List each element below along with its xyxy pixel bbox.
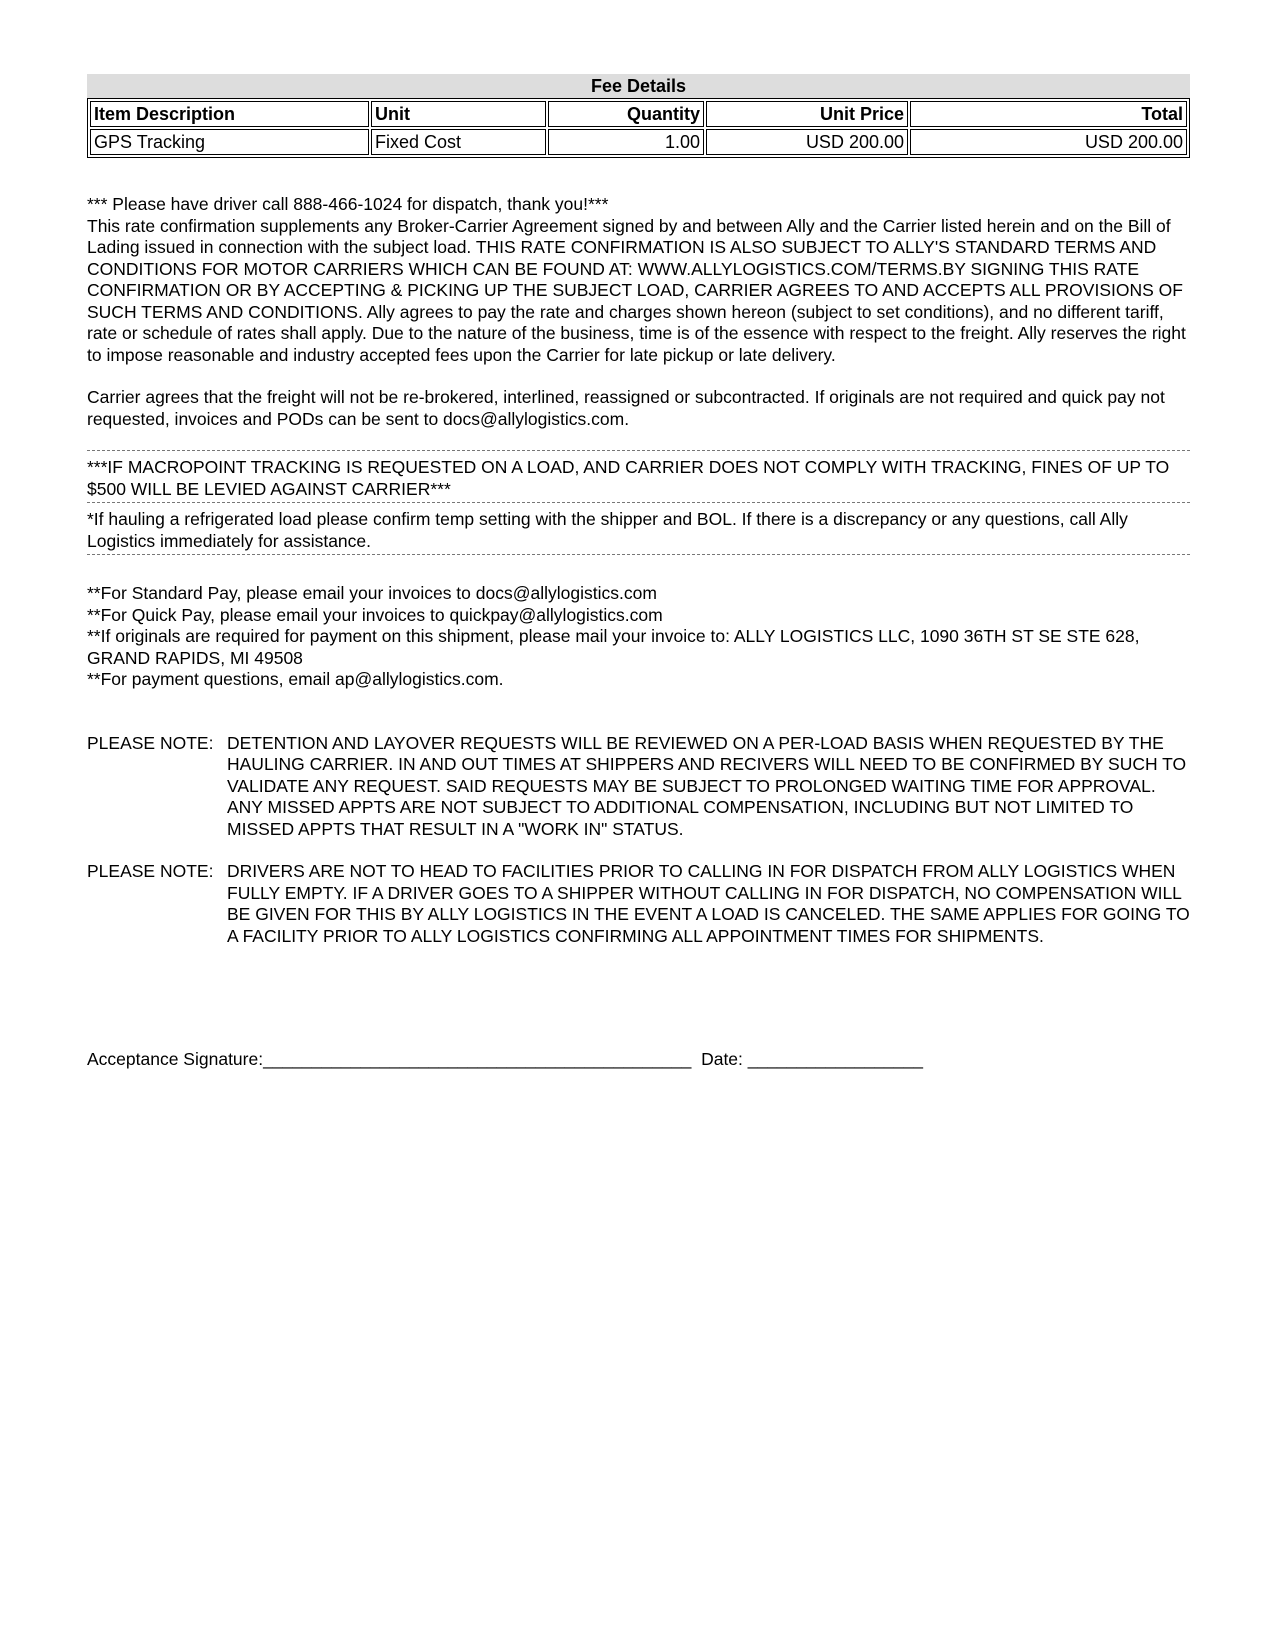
header-total: Total xyxy=(910,101,1187,127)
carrier-paragraph: Carrier agrees that the freight will not be re-brokered, interlined, reassigned or subcontracted. If originals are not required and quick pay not requested, invoices and PODs can be sent to docs@allylogistics.com. xyxy=(87,387,1165,429)
fee-details-title: Fee Details xyxy=(87,74,1190,98)
note-label: PLEASE NOTE: xyxy=(87,861,214,881)
cell-unit: Fixed Cost xyxy=(371,129,546,155)
note-body: DETENTION AND LAYOVER REQUESTS WILL BE REVIEWED ON A PER-LOAD BASIS WHEN REQUESTED BY THE HAULING CARRIER. IN AND OUT TIMES AT SHIPPERS AND RECIVERS WILL NEED TO BE CONFIRMED BY SUCH TO VALIDATE ANY REQUEST. SAID REQUESTS MAY BE SUBJECT TO PROLONGED WAITING TIME FOR APPROVAL. ANY MISSED APPTS ARE NOT SUBJECT TO ADDITIONAL COMPENSATION, INCLUDING BUT NOT LIMITED TO MISSED APPTS THAT RESULT IN A "WORK IN" STATUS. xyxy=(227,732,1187,839)
fee-details-table xyxy=(87,98,1190,158)
note-body: DRIVERS ARE NOT TO HEAD TO FACILITIES PRIOR TO CALLING IN FOR DISPATCH FROM ALLY LOGISTICS WHEN FULLY EMPTY. IF A DRIVER GOES TO A SHIPPER WITHOUT CALLING IN FOR DISPATCH, NO COMPENSATION WILL BE GIVEN FOR THIS BY ALLY LOGISTICS IN THE EVENT A LOAD IS CANCELED. THE SAME APPLIES FOR GOING TO A FACILITY PRIOR TO ALLY LOGISTICS CONFIRMING ALL APPOINTMENT TIMES FOR SHIPMENTS. xyxy=(227,861,1190,946)
dispatch-call-note: *** Please have driver call 888-466-1024 for dispatch, thank you!*** xyxy=(87,194,609,214)
signature-row xyxy=(87,1049,1190,1071)
header-quantity: Quantity xyxy=(548,101,704,127)
dashed-divider xyxy=(87,502,1190,505)
table-header-row xyxy=(90,101,1187,127)
quick-pay-line: **For Quick Pay, please email your invoices to quickpay@allylogistics.com xyxy=(87,604,663,625)
standard-pay-line: **For Standard Pay, please email your invoices to docs@allylogistics.com xyxy=(87,583,657,603)
rate-confirmation-page xyxy=(87,74,1190,1071)
table-row xyxy=(90,129,1187,155)
signature-label: Acceptance Signature: xyxy=(87,1049,264,1069)
payment-instructions xyxy=(87,583,1190,691)
date-line[interactable]: __________________ xyxy=(747,1049,923,1069)
cell-quantity: 1.00 xyxy=(548,129,704,155)
signature-line[interactable]: ____________________________________________ xyxy=(263,1049,692,1069)
originals-line: **If originals are required for payment on this shipment, please mail your invoice to: ALLY LOGISTICS LLC, 1090 36TH ST SE STE 628, GRAND RAPIDS, MI 49508 xyxy=(87,626,1140,668)
header-unit: Unit xyxy=(371,101,546,127)
header-unit-price: Unit Price xyxy=(706,101,908,127)
dashed-divider xyxy=(87,450,1190,453)
cell-item-description: GPS Tracking xyxy=(90,129,369,155)
detention-note xyxy=(87,733,1190,841)
cell-unit-price: USD 200.00 xyxy=(706,129,908,155)
dispatch-note xyxy=(87,861,1190,947)
terms-section xyxy=(87,194,1190,430)
refrigerated-note: *If hauling a refrigerated load please confirm temp setting with the shipper and BOL. If there is a discrepancy or any questions, call Ally Logistics immediately for assistance. xyxy=(87,509,1128,551)
header-item-description: Item Description xyxy=(90,101,369,127)
terms-paragraph: This rate confirmation supplements any Broker-Carrier Agreement signed by and between Ally and the Carrier listed herein and on the Bill of Lading issued in connection with the subject load. THIS RATE CONFIRMATION IS ALSO SUBJECT TO ALLY'S STANDARD TERMS AND CONDITIONS FOR MOTOR CARRIERS WHICH CAN BE FOUND AT: WWW.ALLYLOGISTICS.COM/TERMS.BY SIGNING THIS RATE CONFIRMATION OR BY ACCEPTING & PICKING UP THE SUBJECT LOAD, CARRIER AGREES TO AND ACCEPTS ALL PROVISIONS OF SUCH TERMS AND CONDITIONS. Ally agrees to pay the rate and charges shown hereon (subject to set conditions), and no different tariff, rate or schedule of rates shall apply. Due to the nature of the business, time is of the essence with respect to the freight. Ally reserves the right to impose reasonable and industry accepted fees upon the Carrier for late pickup or late delivery. xyxy=(87,215,1186,365)
macropoint-warning: ***IF MACROPOINT TRACKING IS REQUESTED ON A LOAD, AND CARRIER DOES NOT COMPLY WITH TRACKING, FINES OF UP TO $500 WILL BE LEVIED AGAINST CARRIER*** xyxy=(87,457,1170,499)
date-label: Date: xyxy=(701,1049,743,1069)
dashed-divider xyxy=(87,554,1190,557)
payment-questions-line: **For payment questions, email ap@allylogistics.com. xyxy=(87,669,504,689)
note-label: PLEASE NOTE: xyxy=(87,732,214,753)
cell-total: USD 200.00 xyxy=(910,129,1187,155)
